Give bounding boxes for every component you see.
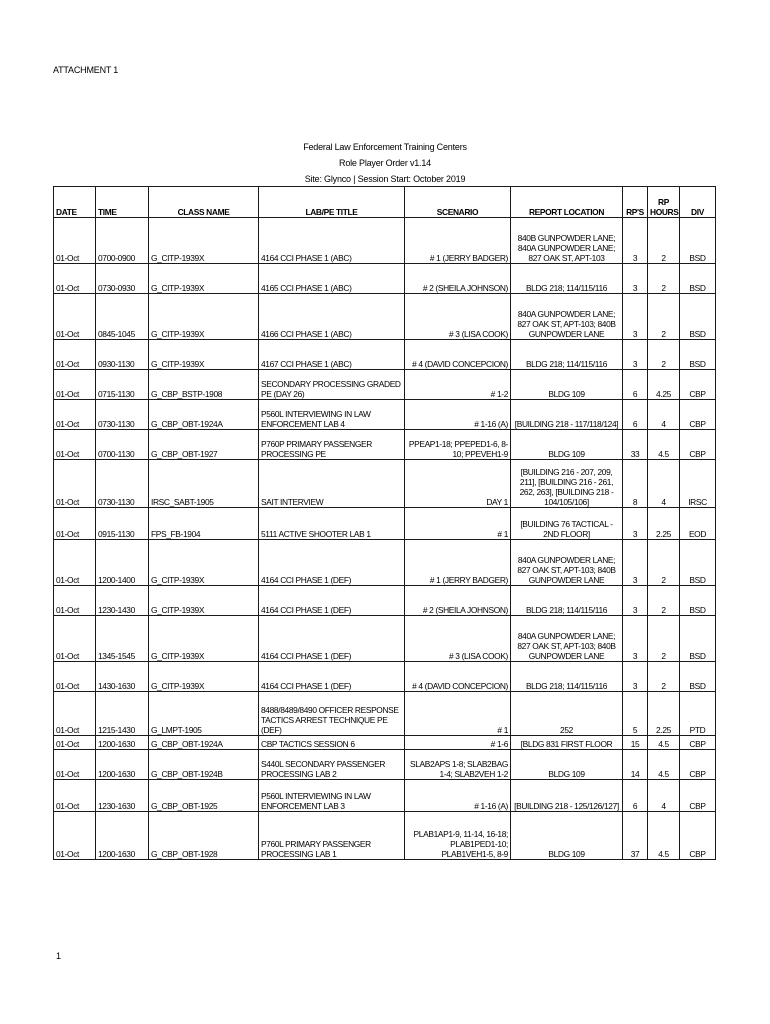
- cell-rp-hours: 4: [648, 780, 680, 812]
- col-header-time: TIME: [96, 187, 149, 218]
- cell-lab-pe-title: CBP TACTICS SESSION 6: [259, 736, 405, 750]
- cell-report-location: 840A GUNPOWDER LANE; 827 OAK ST, APT-103; 840B GUNPOWDER LANE: [511, 540, 623, 586]
- cell-class-name: G_LMPT-1905: [149, 692, 259, 736]
- cell-rp-hours: 2: [648, 662, 680, 692]
- cell-rps: 3: [623, 586, 648, 616]
- cell-time: 0730-1130: [96, 400, 149, 430]
- cell-rp-hours: 2: [648, 294, 680, 340]
- cell-rp-hours: 2.25: [648, 692, 680, 736]
- cell-scenario: # 1: [405, 692, 511, 736]
- cell-rps: 15: [623, 736, 648, 750]
- table-row: [54, 460, 716, 508]
- cell-time: 1200-1630: [96, 812, 149, 860]
- col-header-class-name: CLASS NAME: [149, 187, 259, 218]
- cell-time: 0915-1130: [96, 508, 149, 540]
- cell-class-name: G_CBP_OBT-1924A: [149, 736, 259, 750]
- cell-div: BSD: [680, 294, 716, 340]
- cell-scenario: # 1-6: [405, 736, 511, 750]
- table-header-row: [54, 187, 716, 218]
- cell-time: 1230-1630: [96, 780, 149, 812]
- cell-class-name: G_CBP_OBT-1927: [149, 430, 259, 460]
- cell-class-name: G_CBP_OBT-1928: [149, 812, 259, 860]
- table-row: [54, 294, 716, 340]
- table-row: [54, 750, 716, 780]
- cell-rps: 3: [623, 340, 648, 370]
- cell-time: 0845-1045: [96, 294, 149, 340]
- cell-div: BSD: [680, 662, 716, 692]
- cell-rps: 3: [623, 540, 648, 586]
- table-row: [54, 812, 716, 860]
- cell-lab-pe-title: P760L PRIMARY PASSENGER PROCESSING LAB 1: [259, 812, 405, 860]
- col-header-div: DIV: [680, 187, 716, 218]
- cell-class-name: G_CBP_OBT-1925: [149, 780, 259, 812]
- col-header-report-location: REPORT LOCATION: [511, 187, 623, 218]
- cell-scenario: # 2 (SHEILA JOHNSON): [405, 264, 511, 294]
- cell-scenario: # 3 (LISA COOK): [405, 616, 511, 662]
- cell-rps: 37: [623, 812, 648, 860]
- cell-time: 1430-1630: [96, 662, 149, 692]
- cell-report-location: BLDG 218; 114/115/116: [511, 340, 623, 370]
- table-row: [54, 616, 716, 662]
- cell-date: 01-Oct: [54, 692, 96, 736]
- cell-report-location: [BUILDING 216 - 207, 209, 211], [BUILDING 216 - 261, 262, 263], [BUILDING 218 - 104/105/106]: [511, 460, 623, 508]
- cell-report-location: BLDG 218; 114/115/116: [511, 662, 623, 692]
- cell-rps: 5: [623, 692, 648, 736]
- col-header-rps: RP'S: [623, 187, 648, 218]
- role-player-table: [53, 186, 716, 860]
- cell-rp-hours: 2: [648, 264, 680, 294]
- cell-class-name: G_CITP-1939X: [149, 218, 259, 264]
- cell-rp-hours: 4.5: [648, 750, 680, 780]
- cell-rp-hours: 2: [648, 340, 680, 370]
- cell-report-location: 840A GUNPOWDER LANE; 827 OAK ST, APT-103; 840B GUNPOWDER LANE: [511, 616, 623, 662]
- cell-time: 1345-1545: [96, 616, 149, 662]
- cell-rp-hours: 2: [648, 616, 680, 662]
- cell-report-location: 252: [511, 692, 623, 736]
- cell-report-location: [BLDG 831 FIRST FLOOR: [511, 736, 623, 750]
- cell-rps: 3: [623, 294, 648, 340]
- cell-rp-hours: 4.25: [648, 370, 680, 400]
- cell-scenario: # 2 (SHEILA JOHNSON): [405, 586, 511, 616]
- cell-lab-pe-title: 4166 CCI PHASE 1 (ABC): [259, 294, 405, 340]
- cell-class-name: G_CITP-1939X: [149, 340, 259, 370]
- cell-report-location: BLDG 109: [511, 750, 623, 780]
- cell-lab-pe-title: 4164 CCI PHASE 1 (DEF): [259, 540, 405, 586]
- cell-rps: 3: [623, 616, 648, 662]
- table-row: [54, 508, 716, 540]
- cell-scenario: DAY 1: [405, 460, 511, 508]
- cell-scenario: # 3 (LISA COOK): [405, 294, 511, 340]
- table-row: [54, 540, 716, 586]
- cell-class-name: IRSC_SABT-1905: [149, 460, 259, 508]
- cell-lab-pe-title: S440L SECONDARY PASSENGER PROCESSING LAB 2: [259, 750, 405, 780]
- cell-date: 01-Oct: [54, 540, 96, 586]
- cell-report-location: BLDG 218; 114/115/116: [511, 264, 623, 294]
- cell-lab-pe-title: SAIT INTERVIEW: [259, 460, 405, 508]
- cell-rps: 8: [623, 460, 648, 508]
- col-header-rp-hours: RP HOURS: [648, 187, 680, 218]
- cell-div: CBP: [680, 750, 716, 780]
- table-row: [54, 370, 716, 400]
- cell-class-name: G_CITP-1939X: [149, 294, 259, 340]
- cell-scenario: # 1: [405, 508, 511, 540]
- cell-rps: 33: [623, 430, 648, 460]
- table-row: [54, 692, 716, 736]
- table-row: [54, 586, 716, 616]
- cell-time: 1230-1430: [96, 586, 149, 616]
- cell-date: 01-Oct: [54, 812, 96, 860]
- cell-lab-pe-title: 4165 CCI PHASE 1 (ABC): [259, 264, 405, 294]
- cell-scenario: # 1 (JERRY BADGER): [405, 218, 511, 264]
- cell-report-location: BLDG 109: [511, 430, 623, 460]
- cell-scenario: # 1-16 (A): [405, 780, 511, 812]
- cell-lab-pe-title: 4164 CCI PHASE 1 (ABC): [259, 218, 405, 264]
- cell-date: 01-Oct: [54, 370, 96, 400]
- cell-div: BSD: [680, 616, 716, 662]
- cell-scenario: PPEAP1-18; PPEPED1-6, 8-10; PPEVEH1-9: [405, 430, 511, 460]
- cell-div: PTD: [680, 692, 716, 736]
- table-row: [54, 264, 716, 294]
- cell-time: 1200-1630: [96, 750, 149, 780]
- cell-time: 1200-1400: [96, 540, 149, 586]
- cell-class-name: G_CBP_OBT-1924B: [149, 750, 259, 780]
- cell-div: BSD: [680, 218, 716, 264]
- cell-rp-hours: 4: [648, 400, 680, 430]
- cell-class-name: G_CITP-1939X: [149, 264, 259, 294]
- header-organization: Federal Law Enforcement Training Centers: [303, 142, 467, 152]
- cell-div: BSD: [680, 340, 716, 370]
- cell-rp-hours: 2: [648, 586, 680, 616]
- cell-lab-pe-title: 4164 CCI PHASE 1 (DEF): [259, 586, 405, 616]
- cell-date: 01-Oct: [54, 340, 96, 370]
- table-row: [54, 218, 716, 264]
- cell-class-name: G_CITP-1939X: [149, 586, 259, 616]
- cell-date: 01-Oct: [54, 736, 96, 750]
- cell-lab-pe-title: P560L INTERVIEWING IN LAW ENFORCEMENT LAB 4: [259, 400, 405, 430]
- header-site-session: Site: Glynco | Session Start: October 2019: [304, 174, 466, 184]
- cell-class-name: G_CITP-1939X: [149, 540, 259, 586]
- cell-rp-hours: 4.5: [648, 812, 680, 860]
- cell-date: 01-Oct: [54, 586, 96, 616]
- header-order-version: Role Player Order v1.14: [339, 158, 431, 168]
- table-row: [54, 662, 716, 692]
- cell-rps: 6: [623, 780, 648, 812]
- cell-rps: 6: [623, 370, 648, 400]
- cell-scenario: # 4 (DAVID CONCEPCION): [405, 662, 511, 692]
- cell-rp-hours: 4: [648, 460, 680, 508]
- table-row: [54, 736, 716, 750]
- cell-date: 01-Oct: [54, 294, 96, 340]
- cell-lab-pe-title: 4164 CCI PHASE 1 (DEF): [259, 662, 405, 692]
- cell-time: 0730-0930: [96, 264, 149, 294]
- cell-date: 01-Oct: [54, 616, 96, 662]
- table-row: [54, 340, 716, 370]
- cell-lab-pe-title: 4164 CCI PHASE 1 (DEF): [259, 616, 405, 662]
- cell-rp-hours: 2.25: [648, 508, 680, 540]
- attachment-label: ATTACHMENT 1: [53, 65, 119, 75]
- table-row: [54, 780, 716, 812]
- cell-class-name: G_CBP_OBT-1924A: [149, 400, 259, 430]
- cell-date: 01-Oct: [54, 264, 96, 294]
- table-row: [54, 430, 716, 460]
- cell-lab-pe-title: P560L INTERVIEWING IN LAW ENFORCEMENT LAB 3: [259, 780, 405, 812]
- cell-report-location: [BUILDING 76 TACTICAL - 2ND FLOOR]: [511, 508, 623, 540]
- col-header-lab-pe-title: LAB/PE TITLE: [259, 187, 405, 218]
- cell-div: EOD: [680, 508, 716, 540]
- cell-rps: 14: [623, 750, 648, 780]
- cell-div: CBP: [680, 430, 716, 460]
- col-header-date: DATE: [54, 187, 96, 218]
- cell-time: 0715-1130: [96, 370, 149, 400]
- cell-time: 0930-1130: [96, 340, 149, 370]
- cell-rps: 3: [623, 264, 648, 294]
- cell-scenario: # 1-2: [405, 370, 511, 400]
- cell-div: BSD: [680, 586, 716, 616]
- cell-rps: 3: [623, 508, 648, 540]
- cell-div: BSD: [680, 264, 716, 294]
- cell-rp-hours: 4.5: [648, 430, 680, 460]
- cell-lab-pe-title: P760P PRIMARY PASSENGER PROCESSING PE: [259, 430, 405, 460]
- cell-report-location: 840B GUNPOWDER LANE; 840A GUNPOWDER LANE; 827 OAK ST, APT-103: [511, 218, 623, 264]
- cell-lab-pe-title: 5111 ACTIVE SHOOTER LAB 1: [259, 508, 405, 540]
- cell-rp-hours: 4.5: [648, 736, 680, 750]
- cell-time: 1215-1430: [96, 692, 149, 736]
- table-body: [54, 218, 716, 860]
- cell-report-location: [BUILDING 218 - 125/126/127]: [511, 780, 623, 812]
- cell-div: CBP: [680, 370, 716, 400]
- cell-report-location: BLDG 109: [511, 370, 623, 400]
- cell-rps: 3: [623, 662, 648, 692]
- cell-scenario: # 1 (JERRY BADGER): [405, 540, 511, 586]
- cell-rp-hours: 2: [648, 218, 680, 264]
- cell-class-name: G_CITP-1939X: [149, 662, 259, 692]
- cell-div: CBP: [680, 400, 716, 430]
- cell-date: 01-Oct: [54, 400, 96, 430]
- table-row: [54, 400, 716, 430]
- cell-rp-hours: 2: [648, 540, 680, 586]
- cell-lab-pe-title: 4167 CCI PHASE 1 (ABC): [259, 340, 405, 370]
- cell-div: CBP: [680, 812, 716, 860]
- cell-lab-pe-title: SECONDARY PROCESSING GRADED PE (DAY 26): [259, 370, 405, 400]
- cell-div: CBP: [680, 736, 716, 750]
- cell-report-location: BLDG 109: [511, 812, 623, 860]
- cell-time: 0700-0900: [96, 218, 149, 264]
- cell-date: 01-Oct: [54, 780, 96, 812]
- cell-scenario: PLAB1AP1-9, 11-14, 16-18; PLAB1PED1-10; PLAB1VEH1-5, 8-9: [405, 812, 511, 860]
- cell-rps: 6: [623, 400, 648, 430]
- cell-report-location: [BUILDING 218 - 117/118/124]: [511, 400, 623, 430]
- cell-date: 01-Oct: [54, 218, 96, 264]
- cell-time: 1200-1630: [96, 736, 149, 750]
- cell-scenario: # 4 (DAVID CONCEPCION): [405, 340, 511, 370]
- cell-div: BSD: [680, 540, 716, 586]
- cell-class-name: FPS_FB-1904: [149, 508, 259, 540]
- cell-class-name: G_CBP_BSTP-1908: [149, 370, 259, 400]
- cell-scenario: SLAB2APS 1-8; SLAB2BAG 1-4; SLAB2VEH 1-2: [405, 750, 511, 780]
- cell-class-name: G_CITP-1939X: [149, 616, 259, 662]
- cell-rps: 3: [623, 218, 648, 264]
- cell-time: 0700-1130: [96, 430, 149, 460]
- cell-report-location: BLDG 218; 114/115/116: [511, 586, 623, 616]
- cell-date: 01-Oct: [54, 750, 96, 780]
- cell-date: 01-Oct: [54, 508, 96, 540]
- page-number: 1: [56, 951, 62, 961]
- cell-div: CBP: [680, 780, 716, 812]
- col-header-scenario: SCENARIO: [405, 187, 511, 218]
- cell-div: IRSC: [680, 460, 716, 508]
- cell-date: 01-Oct: [54, 662, 96, 692]
- cell-report-location: 840A GUNPOWDER LANE; 827 OAK ST, APT-103; 840B GUNPOWDER LANE: [511, 294, 623, 340]
- cell-scenario: # 1-16 (A): [405, 400, 511, 430]
- cell-lab-pe-title: 8488/8489/8490 OFFICER RESPONSE TACTICS ARREST TECHNIQUE PE (DEF): [259, 692, 405, 736]
- cell-time: 0730-1130: [96, 460, 149, 508]
- cell-date: 01-Oct: [54, 430, 96, 460]
- cell-date: 01-Oct: [54, 460, 96, 508]
